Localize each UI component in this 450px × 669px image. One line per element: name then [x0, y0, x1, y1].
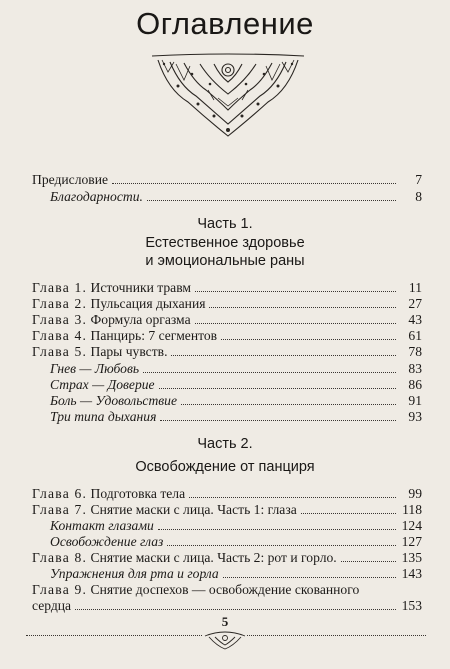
chapter-number: Глава 2. [32, 296, 88, 311]
toc-subsection[interactable] [50, 409, 422, 425]
page-number: 8 [415, 189, 422, 204]
part1-subtitle-line2: и эмоциональные раны [145, 253, 305, 269]
entry-label: Благодарности. [50, 189, 143, 204]
page-number: 11 [408, 280, 422, 295]
chapter-number: Глава 6. [32, 486, 88, 501]
toc-chapter-9-line2[interactable] [32, 598, 422, 614]
entry-label: Три типа дыхания [50, 409, 157, 424]
entry-label: Освобождение глаз [50, 534, 164, 549]
toc-chapter-3[interactable] [32, 312, 422, 328]
dot-leader [75, 609, 396, 610]
entry-label: Предисловие [32, 172, 109, 187]
chapter-title: Снятие доспехов — освобождение скованного [90, 582, 360, 597]
dot-leader [181, 404, 396, 405]
toc-chapter-9-line1[interactable] [32, 582, 359, 598]
chapter-number: Глава 4. [32, 328, 88, 343]
dot-leader [341, 561, 396, 562]
page-number: 124 [401, 518, 422, 533]
chapter-title: Пары чувств. [90, 344, 168, 359]
chapter-number: Глава 3. [32, 312, 88, 327]
toc-chapter-6[interactable] [32, 486, 422, 502]
chapter-title: Пульсация дыхания [90, 296, 206, 311]
toc-chapter-2[interactable] [32, 296, 422, 312]
entry-label: Упражнения для рта и горла [50, 566, 219, 581]
page-number: 143 [401, 566, 422, 581]
chapter-title: Снятие маски с лица. Часть 2: рот и горло. [90, 550, 337, 565]
page-number: 86 [408, 377, 422, 392]
chapter-title-continued: сердца [32, 598, 72, 613]
entry-label: Боль — Удовольствие [50, 393, 177, 408]
toc-chapter-7[interactable] [32, 502, 422, 518]
chapter-title: Формула оргазма [90, 312, 191, 327]
toc-subsection[interactable] [50, 361, 422, 377]
entry-label: Гнев — Любовь [50, 361, 140, 376]
part1-heading: Часть 1. [197, 216, 253, 232]
entry-label: Контакт глазами [50, 518, 154, 533]
toc-subsection[interactable] [50, 518, 422, 534]
dot-leader [147, 200, 396, 201]
toc-chapter-8[interactable] [32, 550, 422, 566]
mandala-ornament [148, 50, 308, 138]
chapter-title: Панцирь: 7 сегментов [90, 328, 218, 343]
dot-leader [189, 497, 396, 498]
chapter-number: Глава 1. [32, 280, 88, 295]
toc-chapter-4[interactable] [32, 328, 422, 344]
page-number: 7 [415, 172, 422, 187]
dot-leader [112, 183, 396, 184]
chapter-title: Источники травм [90, 280, 191, 295]
page-number: 27 [408, 296, 422, 311]
dot-leader [171, 355, 396, 356]
toc-chapter-1[interactable] [32, 280, 422, 296]
dot-leader [143, 372, 396, 373]
dot-leader [195, 323, 396, 324]
toc-subsection[interactable] [50, 566, 422, 582]
toc-chapter-5[interactable] [32, 344, 422, 360]
page-number: 78 [408, 344, 422, 359]
entry-label: Страх — Доверие [50, 377, 155, 392]
dot-leader [159, 388, 396, 389]
chapter-number: Глава 8. [32, 550, 88, 565]
toc-entry-acknowledgements[interactable] [50, 189, 422, 205]
page-number: 118 [402, 502, 422, 517]
page-number: 91 [408, 393, 422, 408]
chapter-number: Глава 7. [32, 502, 88, 517]
page-number: 61 [408, 328, 422, 343]
dot-leader [221, 339, 396, 340]
page-number: 83 [408, 361, 422, 376]
page-number: 43 [408, 312, 422, 327]
toc-subsection[interactable] [50, 377, 422, 393]
dot-leader [160, 420, 396, 421]
dot-leader [223, 577, 396, 578]
toc-subsection[interactable] [50, 393, 422, 409]
footer-ornament [203, 630, 247, 650]
toc-subsection[interactable] [50, 534, 422, 550]
dot-leader [158, 529, 396, 530]
dot-leader [301, 513, 396, 514]
page-number: 127 [401, 534, 422, 549]
folio-page-number: 5 [221, 614, 229, 629]
dot-leader [195, 291, 396, 292]
page-title: Оглавление [136, 6, 314, 41]
chapter-number: Глава 9. [32, 582, 88, 597]
page-number: 153 [401, 598, 422, 613]
dot-leader [167, 545, 395, 546]
chapter-title: Снятие маски с лица. Часть 1: глаза [90, 502, 297, 517]
toc-entry-preface[interactable] [32, 172, 422, 188]
page-number: 99 [408, 486, 422, 501]
dot-leader [209, 307, 396, 308]
page-number: 93 [408, 409, 422, 424]
page-number: 135 [401, 550, 422, 565]
part1-subtitle-line1: Естественное здоровье [145, 235, 305, 251]
part2-subtitle: Освобождение от панциря [135, 459, 315, 475]
part2-heading: Часть 2. [197, 436, 253, 452]
chapter-title: Подготовка тела [90, 486, 186, 501]
chapter-number: Глава 5. [32, 344, 88, 359]
